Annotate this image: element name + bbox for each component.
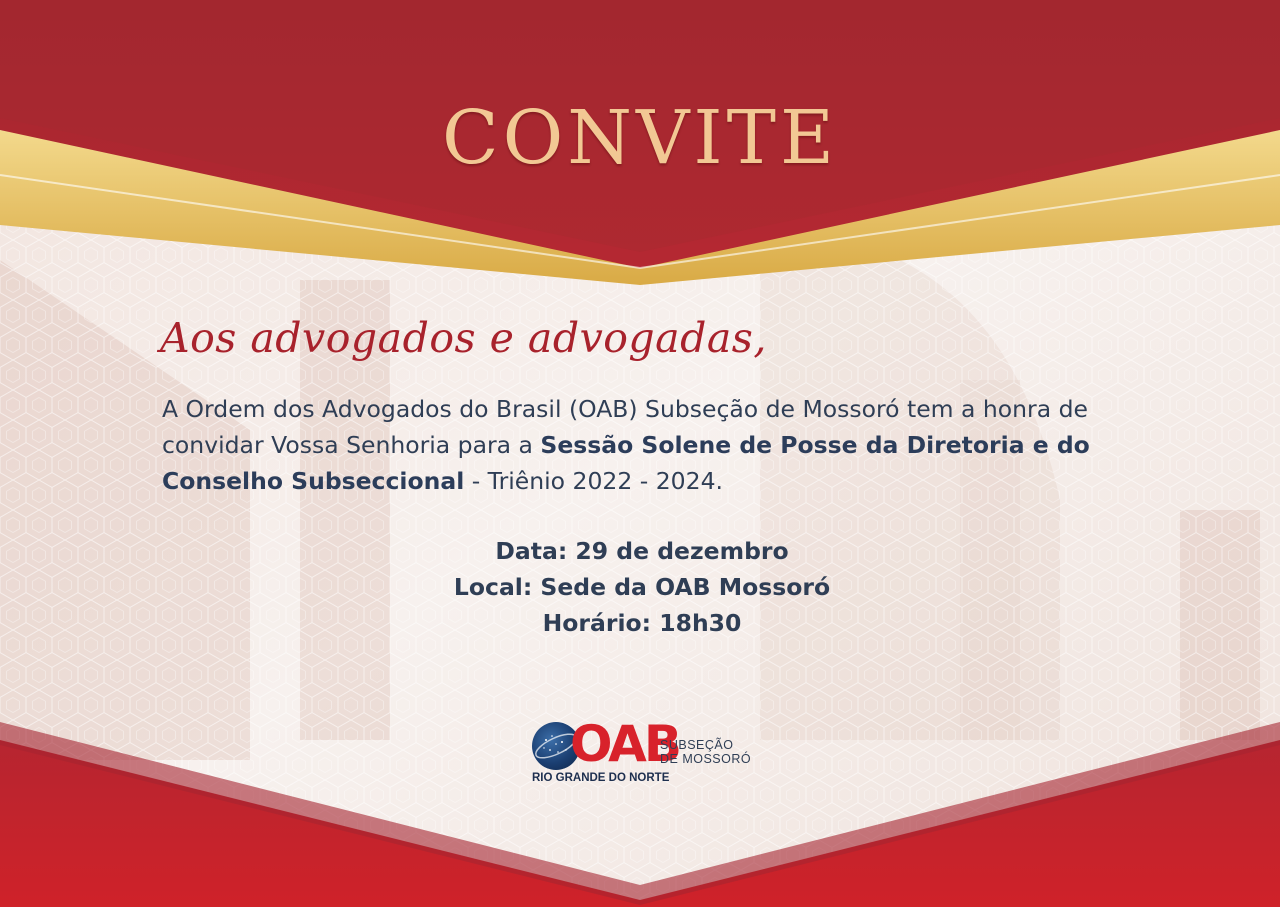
subsection-label (660, 738, 751, 766)
invitation-body (162, 391, 1142, 499)
event-date: Data: 29 de dezembro (495, 537, 789, 565)
event-details (0, 533, 1280, 641)
subsection-line-2: DE MOSSORÓ (660, 752, 752, 766)
body-intro: A Ordem dos Advogados do Brasil (OAB) Subseção de Mossoró tem a honra de convidar Vossa Senhoria para a (162, 395, 1088, 459)
subsection-line-1: SUBSEÇÃO (660, 738, 734, 752)
region-label: RIO GRANDE DO NORTE (532, 772, 670, 784)
event-time: Horário: 18h30 (542, 609, 742, 637)
body-suffix: - Triênio 2022 - 2024. (464, 467, 724, 495)
oab-letters: OAB (570, 715, 679, 773)
event-name: Sessão Solene de Posse da Diretoria e do Conselho Subseccional (162, 431, 1090, 495)
invitation-title: CONVITE (441, 95, 839, 181)
event-location: Local: Sede da OAB Mossoró (453, 573, 831, 601)
oab-logo (532, 715, 762, 786)
greeting: Aos advogados e advogadas, (160, 314, 767, 362)
